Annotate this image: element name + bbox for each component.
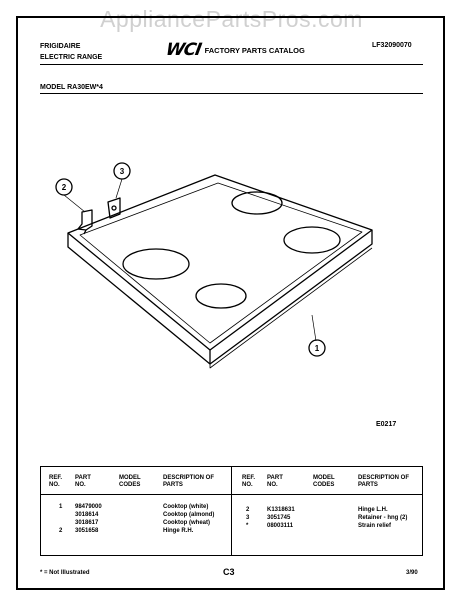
header-ref-right: REF. NO. [242, 475, 256, 488]
callout-3-leader [116, 179, 122, 198]
table-row-desc: Cooktop (white) [163, 504, 209, 510]
cooktop-diagram [40, 150, 400, 390]
table-row-part: K1318631 [267, 507, 295, 513]
table-row-desc: Retainer - hng (2) [358, 515, 408, 521]
burner-opening-front-left [123, 249, 189, 279]
table-row-part: 3018614 [75, 512, 99, 518]
burner-opening-rear-right [284, 227, 340, 253]
table-row-desc: Hinge R.H. [163, 528, 194, 534]
model-rule [40, 93, 423, 94]
table-row-part: 98479000 [75, 504, 102, 510]
table-row-part: 3051658 [75, 528, 99, 534]
table-row-part: 3051745 [267, 515, 291, 521]
retainer-hole [112, 206, 116, 210]
header-description-right: DESCRIPTION OF PARTS [358, 475, 410, 488]
table-row-ref: * [246, 523, 249, 529]
page-number: C3 [223, 567, 235, 577]
cooktop-front-edge [68, 230, 372, 364]
revision-date: 3/90 [406, 570, 418, 576]
wci-logo: WCI [164, 40, 203, 60]
not-illustrated-note: * = Not Illustrated [40, 570, 90, 576]
callout-2-label: 2 [61, 183, 67, 192]
callout-1-label: 1 [314, 344, 320, 353]
callout-1-leader [312, 315, 316, 341]
catalog-header [166, 40, 305, 60]
header-model-codes: MODEL CODES [119, 475, 141, 488]
catalog-title: FACTORY PARTS CATALOG [204, 45, 305, 55]
callout-2-leader [64, 195, 85, 212]
brand-block [40, 41, 102, 63]
header-ref: REF. NO. [49, 475, 63, 488]
watermark: AppliancePartsPros.com [100, 6, 363, 32]
product-type: ELECTRIC RANGE [40, 54, 103, 61]
table-row-part: 08003111 [267, 523, 294, 529]
table-row-ref: 1 [59, 504, 63, 510]
burner-opening-rear-left [232, 192, 282, 214]
callout-3-label: 3 [119, 167, 125, 176]
catalog-number: LF32090070 [372, 42, 412, 49]
table-row-ref: 2 [246, 507, 250, 513]
table-row-desc: Cooktop (almond) [163, 512, 215, 518]
table-row-ref: 3 [246, 515, 250, 521]
table-row-desc: Cooktop (wheat) [163, 520, 210, 526]
table-center-divider [231, 467, 232, 555]
table-row-ref: 2 [59, 528, 63, 534]
brand-name: FRIGIDAIRE [40, 43, 81, 50]
hinge-part [78, 210, 92, 230]
header-description: DESCRIPTION OF PARTS [163, 475, 215, 488]
diagram-code: E0217 [376, 421, 397, 428]
hinge-tab [84, 230, 86, 234]
header-rule [40, 64, 423, 65]
header-part-right: PART NO. [267, 475, 283, 488]
cooktop-inner-lip [80, 183, 362, 343]
table-row-desc: Hinge L.H. [358, 507, 388, 513]
model-number: MODEL RA30EW*4 [40, 84, 103, 91]
burner-opening-front-right [196, 284, 246, 308]
parts-table [40, 466, 423, 556]
header-part: PART NO. [75, 475, 91, 488]
header-model-codes-right: MODEL CODES [313, 475, 335, 488]
table-row-desc: Strain relief [358, 523, 392, 529]
table-row-part: 3018617 [75, 520, 99, 526]
cooktop-bottom-flange [210, 248, 372, 368]
